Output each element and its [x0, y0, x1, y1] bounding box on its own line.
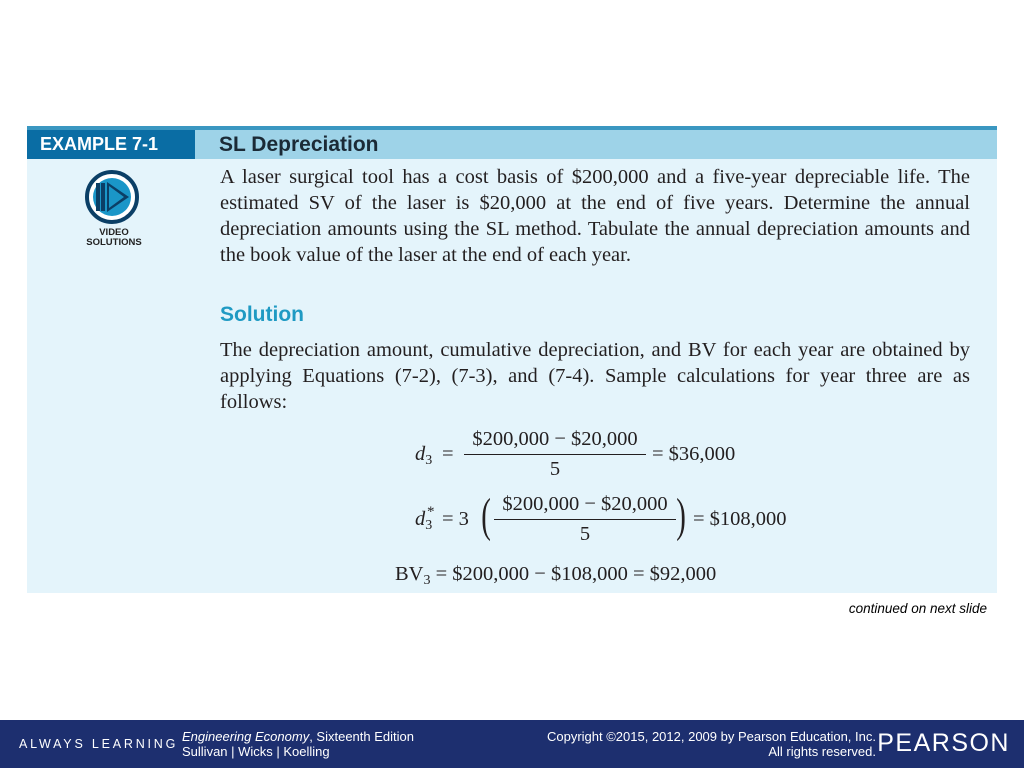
play-icon — [79, 170, 149, 226]
continued-note: continued on next slide — [848, 601, 987, 616]
example-panel — [27, 126, 997, 593]
example-label: EXAMPLE 7-1 — [27, 130, 195, 159]
eq2-lhs-var: d — [415, 508, 426, 530]
eq2-fraction — [494, 493, 676, 546]
book-info — [182, 729, 414, 759]
footer-bar — [0, 720, 1024, 768]
problem-statement: A laser surgical tool has a cost basis of $200,000 and a five-year depreciable life. The estimated SV of the laser is $20,000 at the end of five years. Determine the annual depreciation amounts using the SL method. Tabulate the annual depreciation amounts and the book value of the laser at the end of each year. — [220, 166, 970, 266]
copyright-notice — [547, 729, 876, 759]
book-edition: , Sixteenth Edition — [309, 729, 414, 744]
video-caption-line1: VIDEO — [99, 227, 129, 238]
example-title: SL Depreciation — [219, 133, 379, 156]
eq3-rhs: = $200,000 − $108,000 = $92,000 — [435, 563, 717, 585]
solution-heading: Solution — [220, 303, 304, 326]
eq1-lhs-sub: 3 — [425, 453, 433, 468]
equation-bv3 — [395, 563, 716, 586]
eq2-lhs-sup: * — [427, 504, 435, 520]
book-authors: Sullivan | Wicks | Koelling — [182, 744, 330, 759]
eq1-lhs-var: d — [415, 443, 426, 465]
video-solutions-badge[interactable] — [79, 170, 149, 254]
eq2-numerator: $200,000 − $20,000 — [502, 493, 668, 515]
footer-tagline: ALWAYS LEARNING — [19, 737, 179, 751]
example-header — [27, 130, 997, 159]
eq3-lhs-sub: 3 — [423, 573, 431, 588]
copyright-line1: Copyright ©2015, 2012, 2009 by Pearson Education, Inc. — [546, 729, 876, 744]
copyright-line2: All rights reserved. — [768, 744, 876, 759]
eq2-right-paren: ) — [676, 489, 686, 542]
example-title-bar — [195, 130, 997, 159]
eq2-denominator: 5 — [579, 523, 591, 545]
eq2-equals: = 3 — [442, 508, 469, 530]
eq2-result: = $108,000 — [693, 508, 787, 530]
video-solutions-caption — [79, 228, 149, 248]
eq1-denominator: 5 — [549, 458, 561, 480]
video-caption-line2: SOLUTIONS — [86, 237, 142, 248]
eq1-numerator: $200,000 − $20,000 — [472, 428, 638, 450]
eq2-left-paren: ( — [481, 489, 491, 542]
eq1-fraction — [464, 428, 646, 481]
eq1-result: = $36,000 — [652, 443, 736, 465]
eq3-lhs: BV — [395, 563, 424, 585]
book-title: Engineering Economy — [182, 729, 310, 744]
publisher-logo: PEARSON — [877, 729, 1010, 757]
eq2-lhs-sub: 3 — [425, 518, 433, 533]
solution-text: The depreciation amount, cumulative depreciation, and BV for each year are obtained by applying Equations (7-2), (7-3), and (7-4). Sample calculations for year three are as follows: — [220, 339, 970, 413]
eq1-equals: = — [442, 443, 454, 465]
